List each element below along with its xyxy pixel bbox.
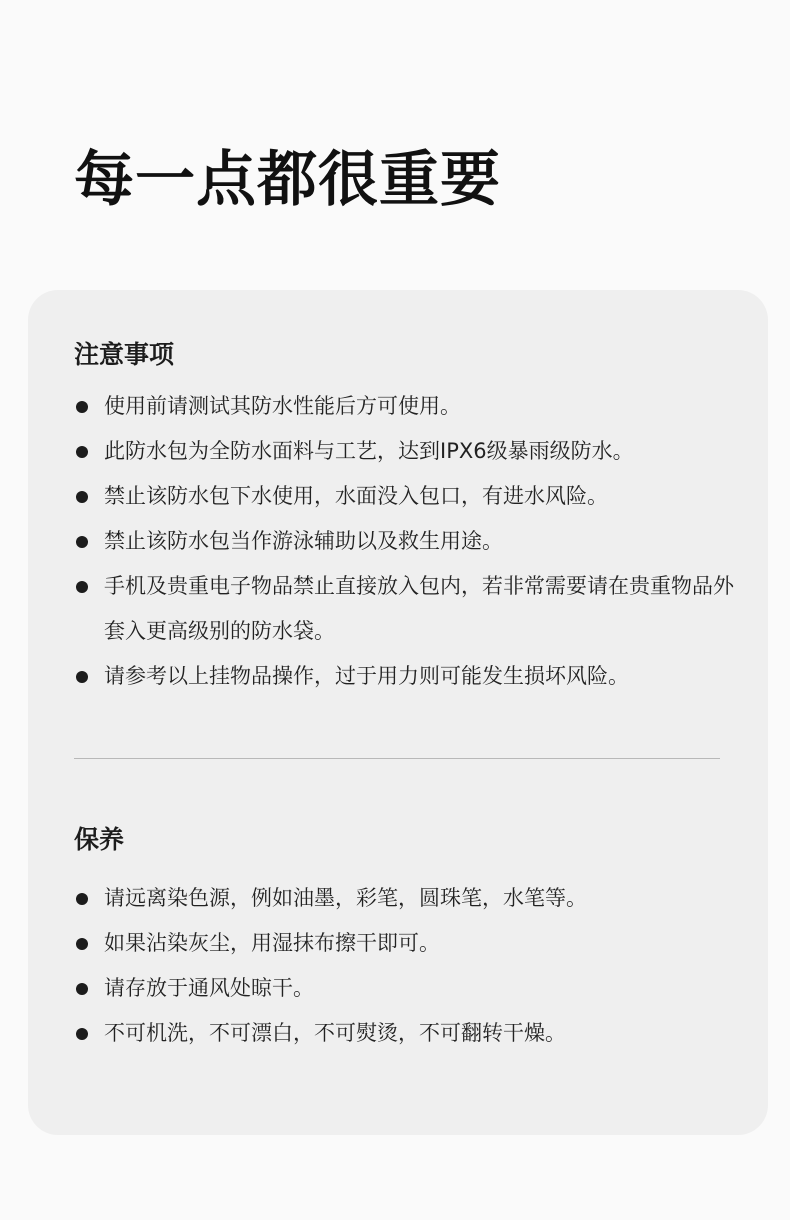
bullet-icon [76,491,88,503]
list-item [74,429,734,474]
bullet-icon [76,446,88,458]
list-item-text: 此防水包为全防水面料与工艺，达到IPX6级暴雨级防水。 [104,439,634,463]
list-item-text: 禁止该防水包当作游泳辅助以及救生用途。 [104,529,503,553]
list-item-text: 请存放于通风处晾干。 [104,976,314,1000]
info-card [28,290,768,1135]
care-section-title: 保养 [74,825,125,854]
bullet-icon [76,401,88,413]
bullet-icon [76,938,88,950]
bullet-icon [76,1028,88,1040]
list-item-text: 禁止该防水包下水使用，水面没入包口，有进水风险。 [104,484,608,508]
list-item-text: 不可机洗，不可漂白，不可熨烫，不可翻转干燥。 [104,1021,566,1045]
list-item [74,519,734,564]
list-item [74,384,734,429]
notes-list [74,384,734,699]
list-item-text: 如果沾染灰尘，用湿抹布擦干即可。 [104,931,440,955]
bullet-icon [76,983,88,995]
list-item-text: 请远离染色源，例如油墨，彩笔，圆珠笔，水笔等。 [104,886,587,910]
list-item [74,876,734,921]
list-item [74,564,734,654]
bullet-icon [76,671,88,683]
bullet-icon [76,581,88,593]
list-item-text: 请参考以上挂物品操作，过于用力则可能发生损坏风险。 [104,664,629,688]
section-divider [74,758,720,759]
list-item [74,921,734,966]
list-item [74,654,734,699]
care-list [74,876,734,1056]
bullet-icon [76,893,88,905]
list-item-text: 使用前请测试其防水性能后方可使用。 [104,394,461,418]
notes-section-title: 注意事项 [74,340,175,369]
list-item [74,474,734,519]
bullet-icon [76,536,88,548]
list-item [74,1011,734,1056]
page-title: 每一点都很重要 [74,145,501,215]
list-item-text: 手机及贵重电子物品禁止直接放入包内，若非常需要请在贵重物品外套入更高级别的防水袋。 [104,574,734,643]
list-item [74,966,734,1011]
